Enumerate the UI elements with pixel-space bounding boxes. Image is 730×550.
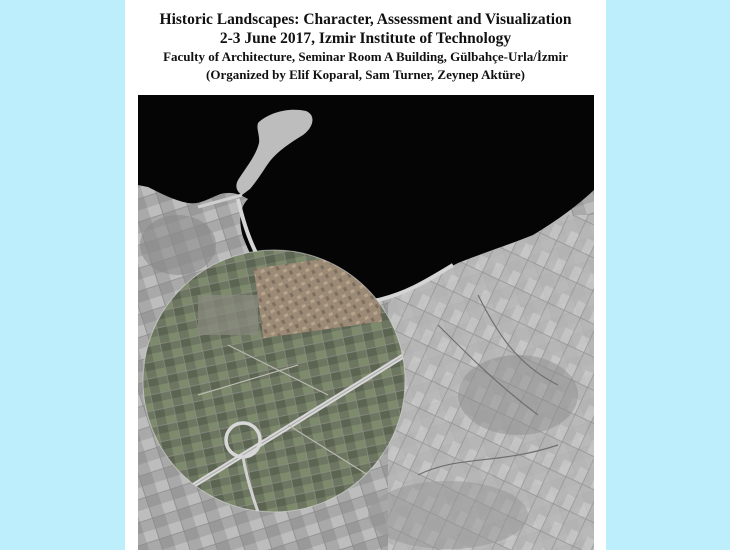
poster-header: [125, 10, 606, 84]
poster-organizers: (Organized by Elif Koparal, Sam Turner, Zeynep Aktüre): [206, 67, 525, 82]
land-patch: [368, 481, 528, 549]
poster: [125, 0, 606, 550]
aerial-photograph: [138, 95, 594, 550]
land-patch: [140, 215, 216, 275]
aerial-photo-svg: [138, 95, 594, 550]
poster-venue: Faculty of Architecture, Seminar Room A Building, Gülbahçe-Urla/İzmir: [163, 49, 568, 64]
poster-title: Historic Landscapes: Character, Assessment and Visualization: [159, 11, 572, 28]
poster-date: 2-3 June 2017, Izmir Institute of Technology: [219, 30, 512, 47]
land-patch: [458, 355, 578, 435]
